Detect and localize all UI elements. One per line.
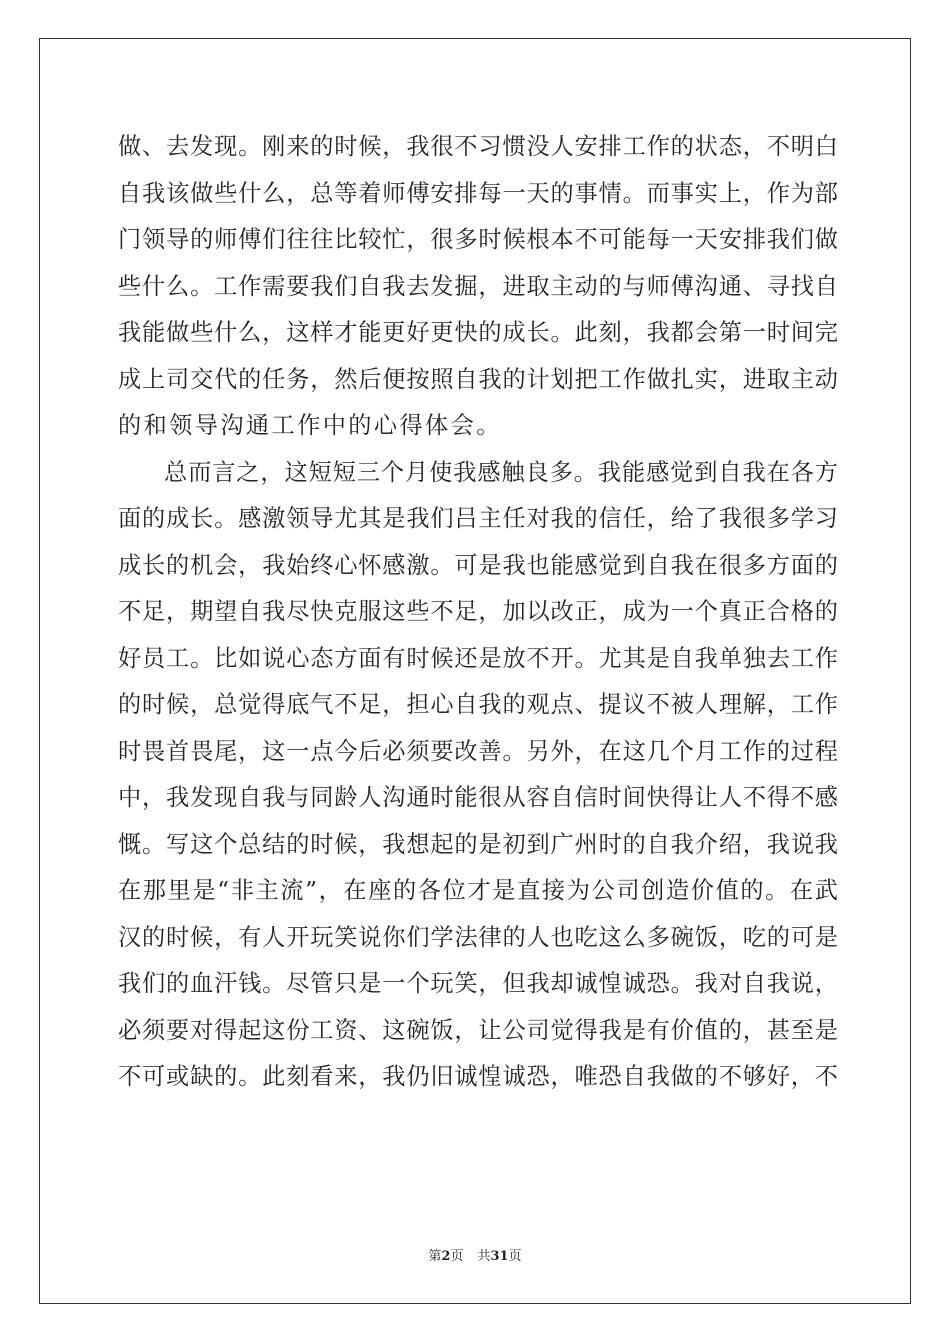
text-line: 我能做些什么，这样才能更好更快的成长。此刻，我都会第一时间完 — [118, 319, 838, 346]
text-line: 面的成长。感激领导尤其是我们吕主任对我的信任，给了我很多学习 — [118, 505, 838, 532]
text-line: 慨。写这个总结的时候，我想起的是初到广州时的自我介绍，我说我 — [118, 830, 838, 858]
page-number-prefix: 第 — [428, 1249, 442, 1264]
current-page-number: 2 — [441, 1249, 451, 1264]
total-pages-suffix: 页 — [508, 1249, 522, 1264]
text-line: 自我该做些什么，总等着师傅安排每一天的事情。而事实上，作为部 — [118, 179, 838, 207]
text-line-paragraph-end: 的和领导沟通工作中的心得体会。 — [118, 412, 502, 439]
text-line-paragraph-start: 总而言之，这短短三个月使我感触良多。我能感觉到自我在各方 — [164, 458, 838, 486]
text-line: 的时候，总觉得底气不足，担心自我的观点、提议不被人理解，工作 — [118, 691, 838, 718]
text-line: 在那里是“非主流”，在座的各位才是直接为公司创造价值的。在武 — [118, 877, 838, 904]
text-line: 做、去发现。刚来的时候，我很不习惯没人安排工作的状态，不明白 — [118, 133, 838, 160]
text-line: 好员工。比如说心态方面有时候还是放不开。尤其是自我单独去工作 — [118, 644, 838, 672]
text-line: 成长的机会，我始终心怀感激。可是我也能感觉到自我在很多方面的 — [118, 551, 838, 579]
text-line: 门领导的师傅们往往比较忙，很多时候根本不可能每一天安排我们做 — [118, 226, 838, 253]
page-footer — [0, 1245, 950, 1264]
text-line: 成上司交代的任务，然后便按照自我的计划把工作做扎实，进取主动 — [118, 365, 838, 393]
text-line: 不可或缺的。此刻看来，我仍旧诚惶诚恐，唯恐自我做的不够好，不 — [118, 1063, 838, 1090]
text-line: 汉的时候，有人开玩笑说你们学法律的人也吃这么多碗饭，吃的可是 — [118, 923, 838, 951]
text-line: 时畏首畏尾，这一点今后必须要改善。另外，在这几个月工作的过程 — [118, 737, 838, 765]
total-page-count: 31 — [490, 1249, 509, 1264]
text-line: 中，我发现自我与同龄人沟通时能很从容自信时间快得让人不得不感 — [118, 784, 838, 811]
text-line: 我们的血汗钱。尽管只是一个玩笑，但我却诚惶诚恐。我对自我说， — [118, 970, 838, 997]
page-number-suffix: 页 — [450, 1249, 464, 1264]
text-line: 不足，期望自我尽快克服这些不足，加以改正，成为一个真正合格的 — [118, 598, 838, 625]
total-pages-prefix: 共 — [477, 1249, 491, 1264]
text-line: 些什么。工作需要我们自我去发掘，进取主动的与师傅沟通、寻找自 — [118, 272, 838, 300]
document-body — [118, 124, 838, 1101]
text-line: 必须要对得起这份工资、这碗饭，让公司觉得我是有价值的，甚至是 — [118, 1016, 838, 1044]
